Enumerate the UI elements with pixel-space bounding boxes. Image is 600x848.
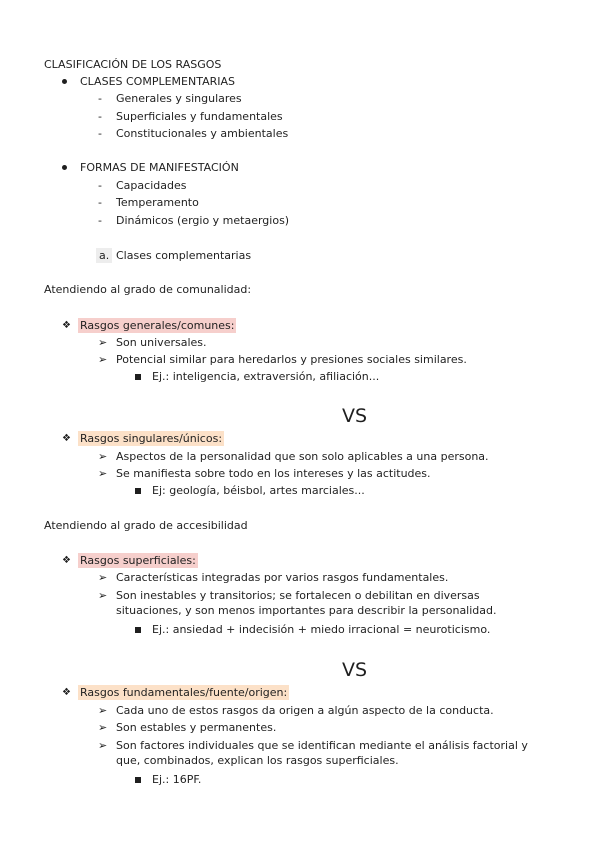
bullet-dot-icon xyxy=(62,165,67,170)
dash-marker: - xyxy=(98,214,102,227)
trait-point: Potencial similar para heredarlos y presiones sociales similares. xyxy=(116,353,467,366)
trait-point: Son estables y permanentes. xyxy=(116,721,277,734)
trait-point: Son universales. xyxy=(116,336,207,349)
dash-marker: - xyxy=(98,127,102,140)
vs-label: VS xyxy=(342,405,368,427)
trait-title-singulares: Rasgos singulares/únicos: xyxy=(80,432,223,445)
vs-label: VS xyxy=(342,659,368,681)
arrow-bullet-icon: ➢ xyxy=(98,450,108,463)
trait-title-superficiales: Rasgos superficiales: xyxy=(80,554,196,567)
trait-example: Ej.: ansiedad + indecisión + miedo irracional = neuroticismo. xyxy=(152,623,491,636)
square-bullet-icon xyxy=(135,488,141,494)
outline-item: Constitucionales y ambientales xyxy=(116,127,289,140)
trait-example: Ej.: 16PF. xyxy=(152,773,202,786)
trait-point: Se manifiesta sobre todo en los intereses y las actitudes. xyxy=(116,467,431,480)
arrow-bullet-icon: ➢ xyxy=(98,336,108,349)
trait-example: Ej: geología, béisbol, artes marciales... xyxy=(152,484,365,497)
square-bullet-icon xyxy=(135,627,141,633)
sub-heading-marker: a. xyxy=(96,248,112,263)
arrow-bullet-icon: ➢ xyxy=(98,353,108,366)
diamond-bullet-icon: ❖ xyxy=(62,555,71,566)
arrow-bullet-icon: ➢ xyxy=(98,571,108,584)
dash-marker: - xyxy=(98,92,102,105)
arrow-bullet-icon: ➢ xyxy=(98,467,108,480)
arrow-bullet-icon: ➢ xyxy=(98,589,108,602)
diamond-bullet-icon: ❖ xyxy=(62,433,71,444)
trait-point: Cada uno de estos rasgos da origen a algún aspecto de la conducta. xyxy=(116,704,494,717)
dash-marker: - xyxy=(98,179,102,192)
diamond-bullet-icon: ❖ xyxy=(62,687,71,698)
outline-item: Temperamento xyxy=(116,196,199,209)
trait-title-fundamentales: Rasgos fundamentales/fuente/origen: xyxy=(80,686,288,699)
trait-example: Ej.: inteligencia, extraversión, afiliación... xyxy=(152,370,380,383)
arrow-bullet-icon: ➢ xyxy=(98,739,108,752)
sub-heading: Clases complementarias xyxy=(116,249,252,262)
outline-item: Superficiales y fundamentales xyxy=(116,110,283,123)
trait-point: Son factores individuales que se identifican mediante el análisis factorial y que, combinados, explican los rasgos superficiales. xyxy=(116,739,528,767)
trait-point: Aspectos de la personalidad que son solo aplicables a una persona. xyxy=(116,450,489,463)
trait-point: Son inestables y transitorios; se fortalecen o debilitan en diversas situaciones, y son menos importantes para describir la personalidad. xyxy=(116,589,497,617)
outline-group-label: FORMAS DE MANIFESTACIÓN xyxy=(80,161,239,174)
outline-item: Capacidades xyxy=(116,179,187,192)
diamond-bullet-icon: ❖ xyxy=(62,320,71,331)
dash-marker: - xyxy=(98,196,102,209)
square-bullet-icon xyxy=(135,374,141,380)
outline-item: Dinámicos (ergio y metaergios) xyxy=(116,214,290,227)
outline-item: Generales y singulares xyxy=(116,92,242,105)
trait-point: Características integradas por varios rasgos fundamentales. xyxy=(116,571,449,584)
outline-group-label: CLASES COMPLEMENTARIAS xyxy=(80,75,235,88)
page-title: CLASIFICACIÓN DE LOS RASGOS xyxy=(44,58,222,71)
section-heading: Atendiendo al grado de accesibilidad xyxy=(44,519,248,532)
bullet-dot-icon xyxy=(62,79,67,84)
dash-marker: - xyxy=(98,110,102,123)
arrow-bullet-icon: ➢ xyxy=(98,721,108,734)
section-heading: Atendiendo al grado de comunalidad: xyxy=(44,283,252,296)
trait-title-generales: Rasgos generales/comunes: xyxy=(80,319,235,332)
square-bullet-icon xyxy=(135,777,141,783)
arrow-bullet-icon: ➢ xyxy=(98,704,108,717)
